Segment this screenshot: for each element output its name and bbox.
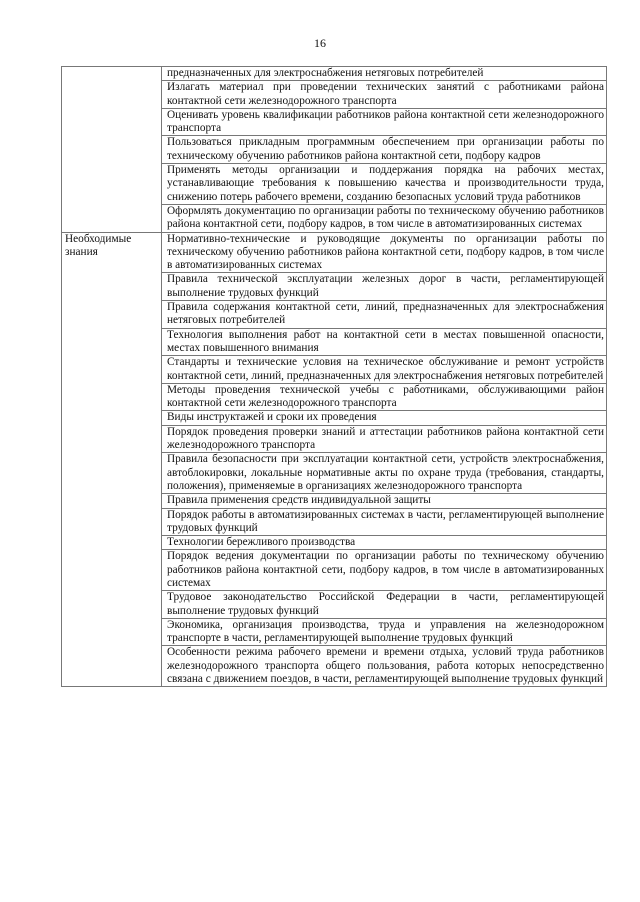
requirement-item: Излагать материал при проведении технических занятий с работниками района контактной сети железнодорожного транспорта: [162, 81, 607, 109]
requirement-item: Технология выполнения работ на контактной сети в местах повышенной опасности, местах повышенного внимания: [162, 328, 607, 356]
requirement-item: Правила содержания контактной сети, линий, предназначенных для электроснабжения нетяговых потребителей: [162, 301, 607, 329]
section-label: [62, 67, 162, 233]
page-number: 16: [314, 36, 326, 50]
requirement-item: Порядок ведения документации по организации работы по техническому обучению работников района контактной сети, подбору кадров, в том числе в автоматизированных системах: [162, 550, 607, 591]
requirement-item: Методы проведения технической учебы с работниками, обслуживающими район контактной сети железнодорожного транспорта: [162, 383, 607, 411]
requirement-item: Виды инструктажей и сроки их проведения: [162, 411, 607, 425]
requirement-item: Особенности режима рабочего времени и времени отдыха, условий труда работников железнодорожного транспорта общего пользования, работа которых непосредственно связана с движением поездов, в части, регламентирующей выполнение трудовых функций: [162, 646, 607, 687]
section-label: Необходимые знания: [62, 232, 162, 687]
requirement-item: Правила безопасности при эксплуатации контактной сети, устройств электроснабжения, автоблокировки, локальные нормативные акты по охране труда (требования, стандарты, положения), применяемые в организациях железнодорожного транспорта: [162, 453, 607, 494]
requirement-item: Нормативно-технические и руководящие документы по организации работы по техническому обучению работников района контактной сети, подбору кадров, в том числе в автоматизированных системах: [162, 232, 607, 273]
requirement-item: Применять методы организации и поддержания порядка на рабочих местах, устанавливающие требования к повышению качества и производительности труда, снижению потерь рабочего времени, созданию безопасных условий труда работников: [162, 164, 607, 205]
requirement-item: предназначенных для электроснабжения нетяговых потребителей: [162, 67, 607, 81]
requirement-item: Трудовое законодательство Российской Федерации в части, регламентирующей выполнение трудовых функций: [162, 591, 607, 619]
requirements-table: [61, 66, 607, 687]
requirement-item: Порядок проведения проверки знаний и аттестации работников района контактной сети железнодорожного транспорта: [162, 425, 607, 453]
requirements-table-body: [62, 67, 607, 687]
requirement-item: Технологии бережливого производства: [162, 536, 607, 550]
requirement-item: Правила технической эксплуатации железных дорог в части, регламентирующей выполнение трудовых функций: [162, 273, 607, 301]
requirement-item: Оценивать уровень квалификации работников района контактной сети железнодорожного транспорта: [162, 108, 607, 136]
table-row: [62, 232, 607, 273]
requirement-item: Экономика, организация производства, труда и управления на железнодорожном транспорте в части, регламентирующей выполнение трудовых функций: [162, 618, 607, 646]
requirement-item: Правила применения средств индивидуальной защиты: [162, 494, 607, 508]
requirement-item: Оформлять документацию по организации работы по техническому обучению работников района контактной сети, подбору кадров, в том числе в автоматизированных системах: [162, 204, 607, 232]
table-row: [62, 67, 607, 81]
requirement-item: Пользоваться прикладным программным обеспечением при организации работы по техническому обучению работников района контактной сети, подбору кадров: [162, 136, 607, 164]
requirement-item: Порядок работы в автоматизированных системах в части, регламентирующей выполнение трудовых функций: [162, 508, 607, 536]
requirement-item: Стандарты и технические условия на техническое обслуживание и ремонт устройств контактной сети, линий, предназначенных для электроснабжения нетяговых потребителей: [162, 356, 607, 384]
